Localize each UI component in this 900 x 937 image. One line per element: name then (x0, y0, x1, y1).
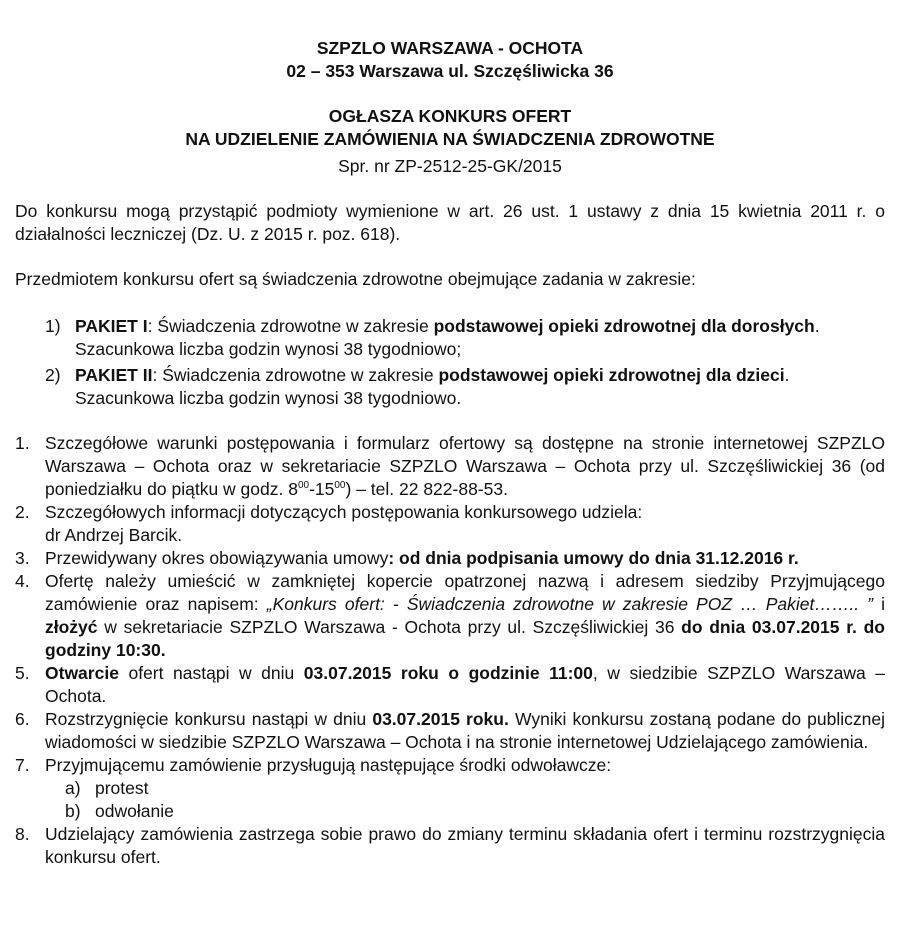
sub-list-item (65, 800, 885, 823)
package-number: 1) (45, 316, 61, 336)
submission-deadline: do dnia 03.07.2015 r. do godziny 10:30. (45, 617, 885, 660)
sub-item-text: odwołanie (95, 801, 174, 821)
item-number: 4. (15, 571, 30, 591)
item-text: Szczegółowe warunki postępowania i formularz ofertowy są dostępne na stronie internetowej SZPZLO Warszawa – Ochota oraz w sekretariacie SZPZLO Warszawa – Ochota przy ul. Szczęśliwickiej 36 (od poniedziałku do piątku w godz. 8 (45, 433, 885, 499)
item-text: Ofertę należy umieścić w zamkniętej kopercie opatrzonej nazwą i adresem siedziby Przyjmującego zamówienie oraz napisem: (45, 571, 885, 614)
list-item (15, 432, 885, 501)
item-number: 3. (15, 548, 30, 568)
item-number: 2. (15, 502, 30, 522)
package-item (45, 364, 865, 410)
item-number: 1. (15, 433, 30, 453)
package-name: PAKIET II (75, 365, 153, 385)
item-text: Wyniki konkursu zostaną podane do publicznej wiadomości w siedzibie SZPZLO Warszawa – Ochota i na stronie internetowej Udzielającego zamówienia. (45, 709, 886, 752)
title-line-1: OGŁASZA KONKURS OFERT (328, 106, 572, 126)
list-item (15, 708, 885, 754)
org-header (0, 37, 900, 83)
list-item (15, 501, 885, 547)
sub-item-letter: b) (65, 801, 81, 821)
list-item (15, 754, 885, 777)
package-name: PAKIET I (75, 316, 148, 336)
org-name: SZPZLO WARSZAWA - OCHOTA (316, 38, 584, 58)
package-number: 2) (45, 365, 61, 385)
list-item (15, 662, 885, 708)
case-number: Spr. nr ZP-2512-25-GK/2015 (338, 156, 562, 176)
sub-item-letter: a) (65, 778, 81, 798)
item-text: Przyjmującemu zamówienie przysługują następujące środki odwoławcze: (45, 755, 612, 775)
item-text: ofert nastąpi w dniu (118, 663, 304, 683)
hour-superscript: 00 (334, 480, 346, 492)
item-text: Udzielający zamówienia zastrzega sobie prawo do zmiany terminu składania ofert i terminu rozstrzygnięcia konkursu ofert. (45, 824, 885, 867)
item-text: Szczegółowych informacji dotyczących postępowania konkursowego udziela: (45, 502, 643, 522)
package-item (45, 315, 865, 361)
intro-paragraph: Do konkursu mogą przystąpić podmioty wymienione w art. 26 ust. 1 ustawy z dnia 15 kwietnia 2011 r. o działalności leczniczej (Dz. U. z 2015 r. poz. 618). (15, 201, 885, 244)
item-text: -15 (309, 479, 335, 499)
sub-item-text: protest (95, 778, 149, 798)
package-scope: podstawowej opieki zdrowotnej dla dorosłych (433, 316, 815, 336)
item-number: 7. (15, 755, 30, 775)
announcement-title (0, 105, 900, 151)
item-text: w sekretariacie SZPZLO Warszawa - Ochota przy ul. Szczęśliwickiej 36 (97, 617, 682, 637)
list-item (15, 547, 885, 570)
item-number: 5. (15, 663, 30, 683)
envelope-label: „Konkurs ofert: - Świadczenia zdrowotne w zakresie POZ … Pakiet…….. ” (266, 594, 874, 614)
item-text: , w siedzibie SZPZLO Warszawa – Ochota. (45, 663, 886, 706)
terms-list (15, 432, 885, 869)
package-list (45, 315, 865, 413)
list-item (15, 570, 885, 662)
org-address: 02 – 353 Warszawa ul. Szczęśliwicka 36 (286, 61, 614, 81)
package-text: : Świadczenia zdrowotne w zakresie (152, 365, 439, 385)
package-hours: . Szacunkowa liczba godzin wynosi 38 tygodniowo. (75, 365, 790, 408)
contact-person: dr Andrzej Barcik. (45, 525, 183, 545)
package-hours: . Szacunkowa liczba godzin wynosi 38 tygodniowo; (75, 316, 820, 359)
package-scope: podstawowej opieki zdrowotnej dla dzieci (438, 365, 785, 385)
hour-superscript: 00 (297, 480, 310, 492)
item-text: i (873, 594, 886, 614)
subject-paragraph: Przedmiotem konkursu ofert są świadczenia zdrowotne obejmujące zadania w zakresie: (15, 269, 696, 289)
resolution-date: 03.07.2015 roku. (372, 709, 509, 729)
item-text: Przewidywany okres obowiązywania umowy (45, 548, 389, 568)
package-text: : Świadczenia zdrowotne w zakresie (147, 316, 434, 336)
opening-word: Otwarcie (45, 663, 119, 683)
item-phone: ) – tel. 22 822-88-53. (345, 479, 508, 499)
item-number: 6. (15, 709, 30, 729)
sub-list-item (65, 777, 885, 800)
title-line-2: NA UDZIELENIE ZAMÓWIENIA NA ŚWIADCZENIA ZDROWOTNE (185, 129, 715, 149)
list-item (15, 823, 885, 869)
item-text: Rozstrzygnięcie konkursu nastąpi w dniu (45, 709, 373, 729)
submit-word: złożyć (45, 617, 98, 637)
item-number: 8. (15, 824, 30, 844)
contract-period: : od dnia podpisania umowy do dnia 31.12.2016 r. (388, 548, 799, 568)
opening-datetime: 03.07.2015 roku o godzinie 11:00 (303, 663, 593, 683)
